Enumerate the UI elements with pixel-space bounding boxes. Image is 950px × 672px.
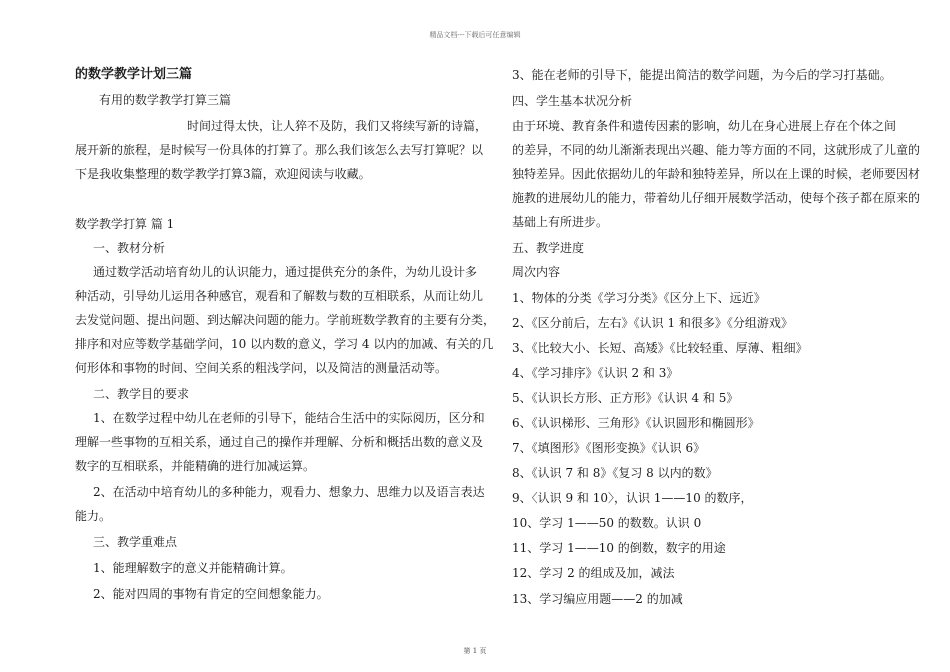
section-title: 数学教学打算 篇 1 xyxy=(75,217,175,231)
intro-line: 展开新的旅程，是时候写一份具体的打算了。那么我们该怎么去写打算呢？以 xyxy=(75,143,484,157)
paragraph-line: 施教的进展幼儿的能力，带着幼儿仔细开展数学活动，使每个孩子都在原来的 xyxy=(512,191,921,205)
paragraph-line: 独特差异。因此依据幼儿的年龄和独特差异，所以在上课的时候，老师要因材 xyxy=(512,167,921,181)
paragraph-line: 1、能理解数字的意义并能精确计算。 xyxy=(93,561,293,575)
schedule-item: 3、《比较大小、长短、高矮》《比较轻重、厚薄、粗细》 xyxy=(512,341,808,355)
schedule-item: 5、《认识长方形、正方形》《认识 4 和 5》 xyxy=(512,391,739,405)
schedule-item: 6、《认识梯形、三角形》《认识圆形和椭圆形》 xyxy=(512,416,760,430)
paragraph-line: 2、能对四周的事物有肯定的空间想象能力。 xyxy=(93,587,329,601)
schedule-item: 10、学习 1——50 的数数。认识 0 xyxy=(512,516,702,530)
intro-line: 时间过得太快，让人猝不及防，我们又将续写新的诗篇， xyxy=(187,119,488,133)
heading-textbook-analysis: 一、教材分析 xyxy=(93,241,166,255)
intro-line: 下是我收集整理的数学教学打算3篇，欢迎阅读与收藏。 xyxy=(75,167,371,181)
subtitle: 有用的数学教学打算三篇 xyxy=(99,93,232,107)
paragraph-line: 的差异，不同的幼儿渐渐表现出兴趣、能力等方面的不同，这就形成了儿童的 xyxy=(512,143,921,157)
paragraph-line: 数字的互相联系，并能精确的进行加减运算。 xyxy=(75,459,316,473)
paragraph-line: 排序和对应等数学基础学问，10 以内数的意义，学习 4 以内的加减、有关的几 xyxy=(75,337,494,351)
paragraph-line: 理解一些事物的互相关系，通过自己的操作并理解、分析和概括出数的意义及 xyxy=(75,435,484,449)
schedule-header: 周次内容 xyxy=(512,265,561,279)
heading-teaching-progress: 五、教学进度 xyxy=(512,241,585,255)
schedule-item: 1、物体的分类《学习分类》《区分上下、远近》 xyxy=(512,291,766,305)
heading-student-analysis: 四、学生基本状况分析 xyxy=(512,94,633,108)
heading-key-points: 三、教学重难点 xyxy=(93,535,178,549)
paragraph-line: 种活动，引导幼儿运用各种感官，观看和了解数与数的互相联系，从而让幼儿 xyxy=(75,289,484,303)
paragraph-line: 基础上有所进步。 xyxy=(512,215,609,229)
schedule-item: 7、《填图形》《图形变换》《认识 6》 xyxy=(512,441,706,455)
paragraph-line: 能力。 xyxy=(75,509,112,523)
paragraph-line: 何形体和事物的时间、空间关系的粗浅学问，以及简洁的测量活动等。 xyxy=(75,361,448,375)
paragraph-line: 去发觉问题、提出问题、到达解决问题的能力。学前班数学教育的主要有分类， xyxy=(75,313,496,327)
schedule-item: 12、学习 2 的组成及加，减法 xyxy=(512,566,675,580)
paragraph-line: 2、在活动中培育幼儿的多种能力，观看力、想象力、思维力以及语言表达 xyxy=(93,485,485,499)
schedule-item: 11、学习 1——10 的倒数，数字的用途 xyxy=(512,541,726,555)
paragraph-line: 由于环境、教育条件和遗传因素的影响，幼儿在身心进展上存在个体之间 xyxy=(512,119,897,133)
schedule-item: 9、〈认识 9 和 10〉，认识 1——10 的数序， xyxy=(512,491,753,505)
schedule-item: 13、学习编应用题——2 的加减 xyxy=(512,592,683,606)
schedule-item: 8、《认识 7 和 8》《复习 8 以内的数》 xyxy=(512,466,718,480)
paragraph-line: 3、能在老师的引导下，能提出简洁的数学问题，为今后的学习打基础。 xyxy=(512,68,892,82)
page-header: 精品文档---下载后可任意编辑 xyxy=(429,31,521,39)
schedule-item: 2、《区分前后，左右》《认识 1 和很多》《分组游戏》 xyxy=(512,316,793,330)
page-number: 第 1 页 xyxy=(463,647,487,655)
heading-teaching-goals: 二、教学目的要求 xyxy=(93,387,190,401)
paragraph-line: 1、在数学过程中幼儿在老师的引导下，能结合生活中的实际阅历，区分和 xyxy=(93,411,485,425)
schedule-item: 4、《学习排序》《认识 2 和 3》 xyxy=(512,366,679,380)
paragraph-line: 通过数学活动培育幼儿的认识能力，通过提供充分的条件，为幼儿设计多 xyxy=(93,265,478,279)
document-title: 的数学教学计划三篇 xyxy=(75,67,193,82)
